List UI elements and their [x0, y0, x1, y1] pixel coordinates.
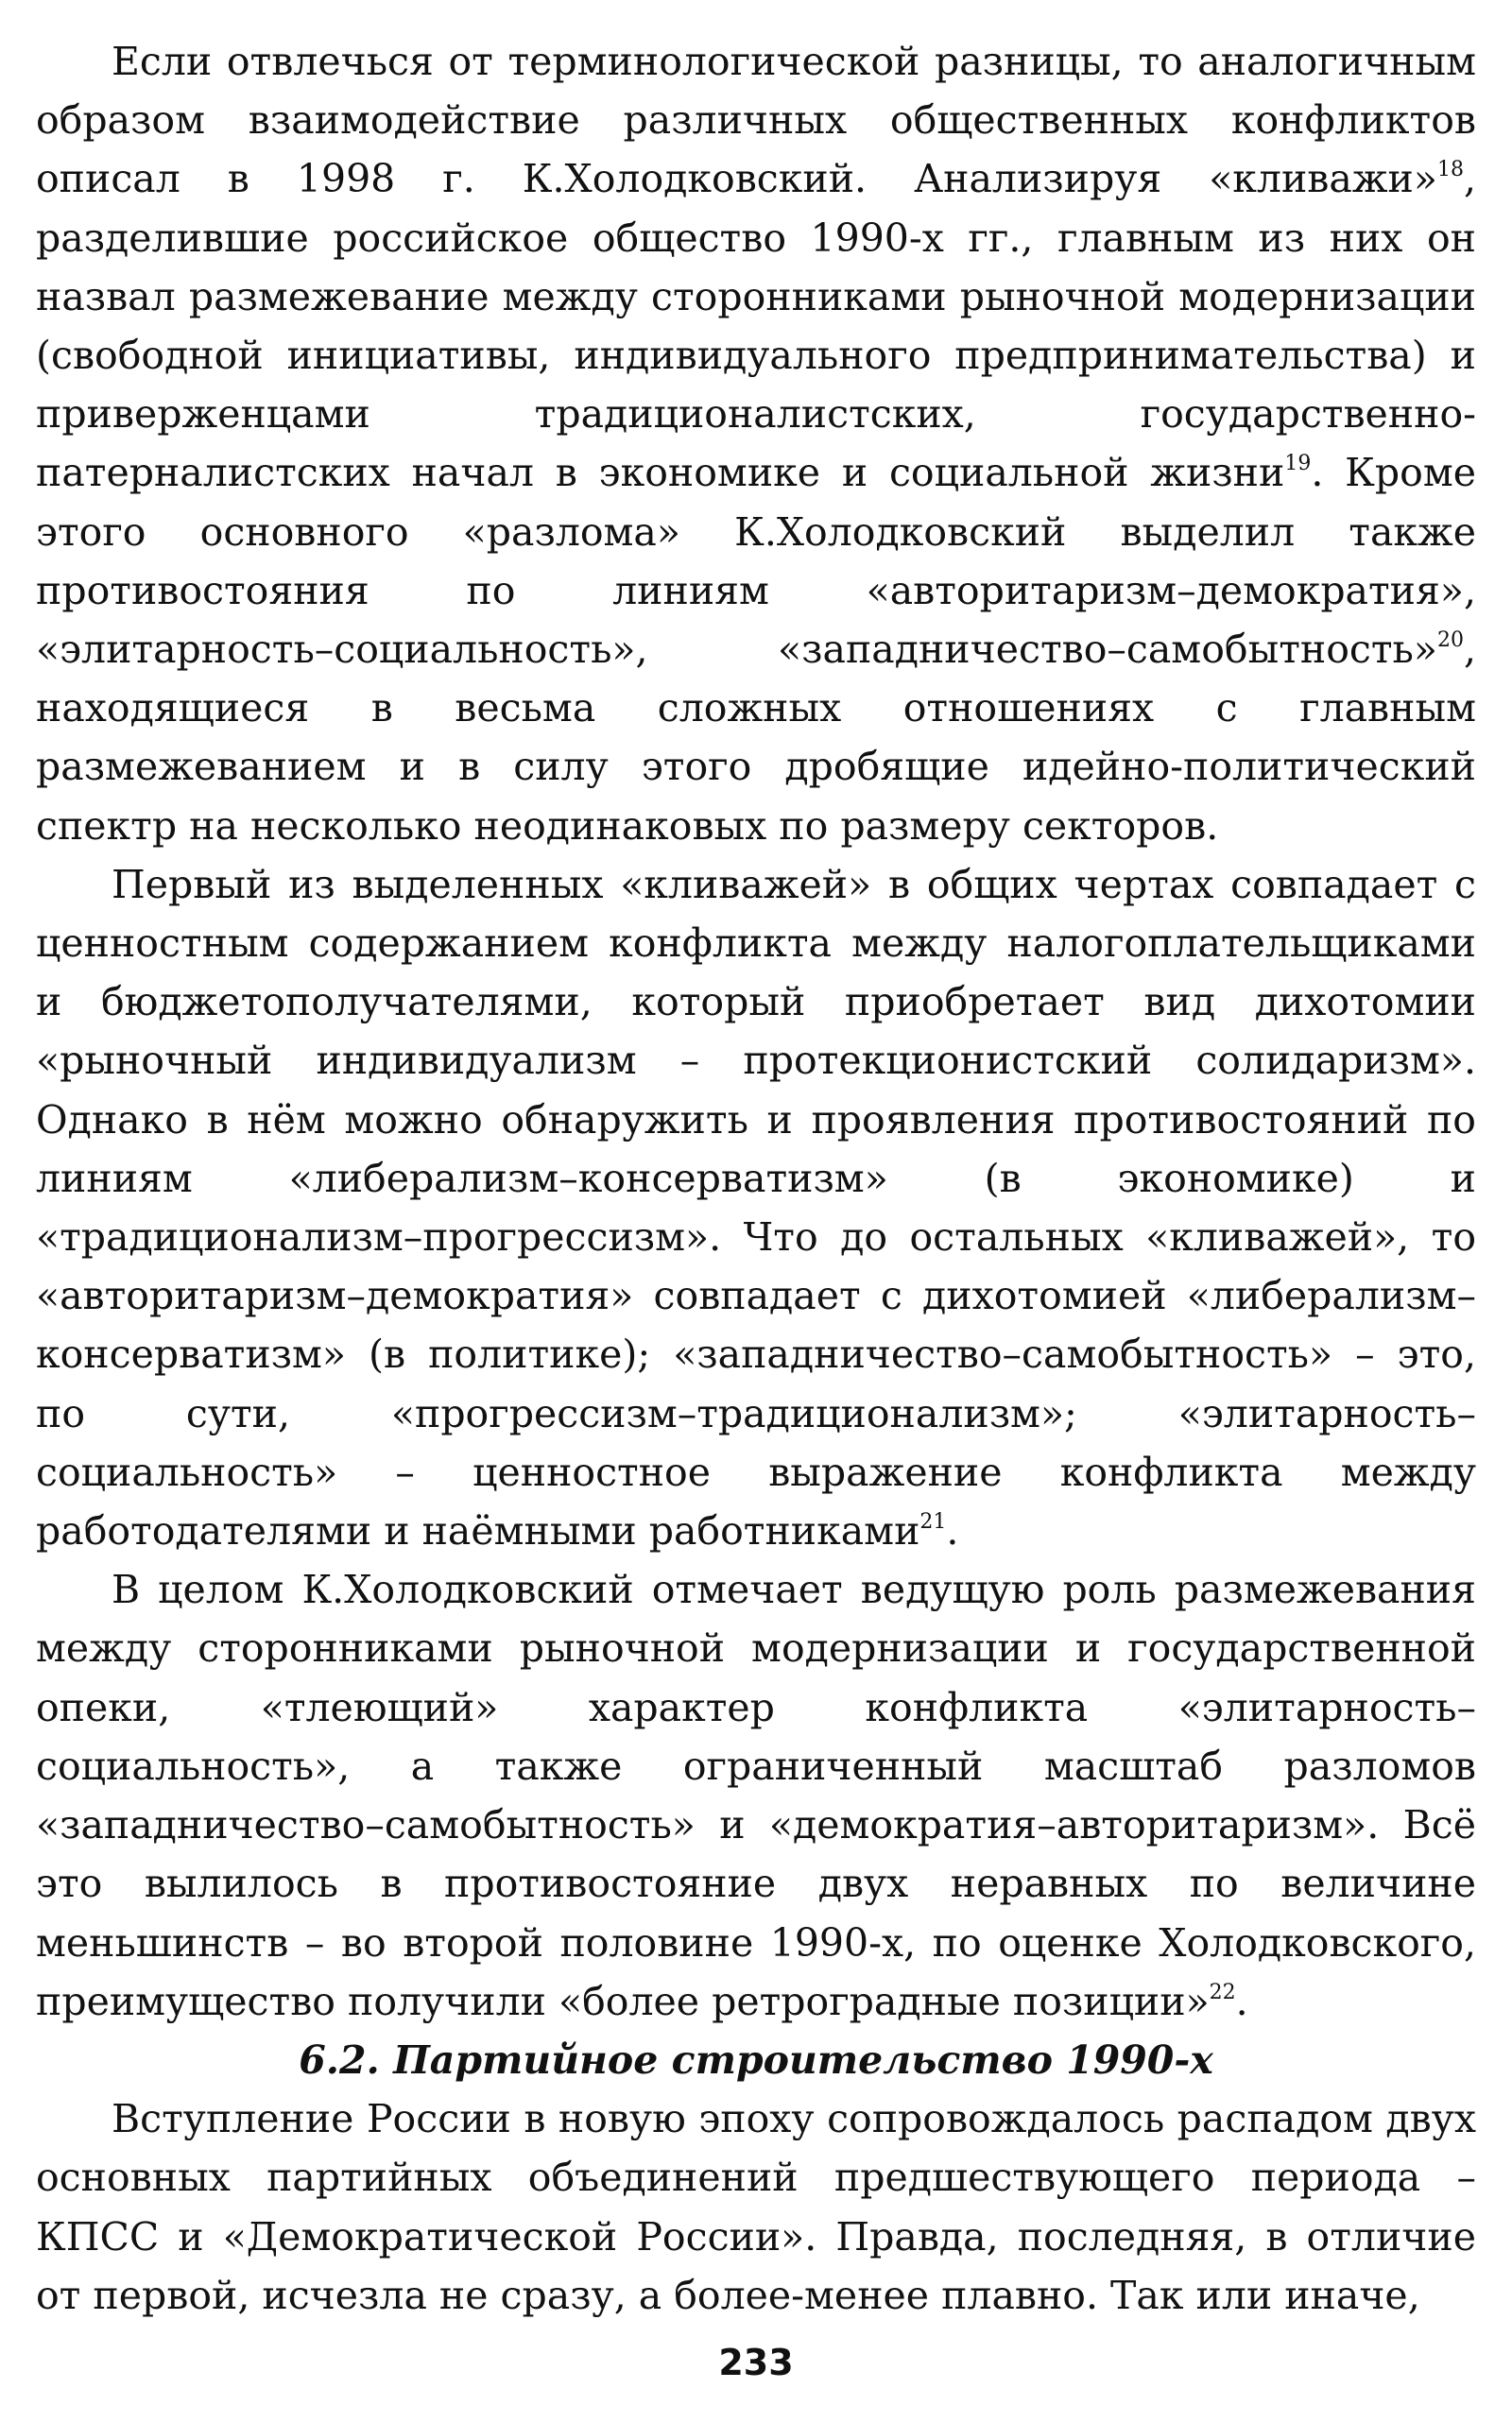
footnote-ref-20: 20: [1436, 628, 1464, 653]
paragraph-1-text-1: Если отвлечься от терминологической разницы, то аналогичным образом взаимодействие различных общественных конфликтов описал в 1998 г. К.Холодковский. Анализируя «кливажи»: [36, 39, 1476, 202]
paragraph-1: [36, 32, 1476, 855]
page-body: [36, 32, 1476, 2325]
paragraph-1-text-4: , находящиеся в весьма сложных отношениях с главным размежеванием и в силу этого дробящие идейно-политический спектр на несколько неодинаковых по размеру секторов.: [36, 627, 1476, 849]
footnote-ref-22: 22: [1209, 1980, 1236, 2004]
paragraph-3: [36, 1560, 1476, 2031]
paragraph-2-text-1: Первый из выделенных «кливажей» в общих чертах совпадает с ценностным содержанием конфликта между налогоплательщиками и бюджетополучателями, который приобретает вид дихотомии «рыночный индивидуализм – протекционистский солидаризм». Однако в нём можно обнаружить и проявления противостояний по линиям «либерализм–консерватизм» (в экономике) и «традиционализм–прогрессизм». Что до остальных «кливажей», то «авторитаризм–демократия» совпадает с дихотомией «либерализм–консерватизм» (в политике); «западничество–самобытность» – это, по сути, «прогрессизм–традиционализм»; «элитарность–социальность» – ценностное выражение конфликта между работодателями и наёмными работниками: [36, 861, 1476, 1555]
paragraph-1-text-2: , разделившие российское общество 1990-х гг., главным из них он назвал размежевание между сторонниками рыночной модернизации (свободной инициативы, индивидуального предпринимательства) и приверженцами традиционалистских, государственно-патерналистских начал в экономике и социальной жизни: [36, 156, 1476, 496]
paragraph-3-text-2: .: [1235, 1978, 1248, 2024]
section-heading: 6.2. Партийное строительство 1990-х: [299, 2036, 1213, 2083]
footnote-ref-21: 21: [919, 1510, 947, 1535]
page-number: 233: [718, 2342, 794, 2383]
paragraph-2-text-2: .: [946, 1508, 959, 1555]
paragraph-3-text-1: В целом К.Холодковский отмечает ведущую роль размежевания между сторонниками рыночной модернизации и государственной опеки, «тлеющий» характер конфликта «элитарность–социальность», а также ограниченный масштаб разломов «западничество–самобытность» и «демократия–авторитаризм». Всё это вылилось в противостояние двух неравных по величине меньшинств – во второй половине 1990-х, по оценке Холодковского, преимущество получили «более ретроградные позиции»: [36, 1567, 1476, 2024]
footnote-ref-19: 19: [1284, 452, 1312, 476]
footnote-ref-18: 18: [1436, 158, 1464, 182]
paragraph-1-text-3: . Кроме этого основного «разлома» К.Холодковский выделил также противостояния по линиям «авторитаризм–демократия», «элитарность–социальность», «западничество–самобытность»: [36, 450, 1476, 673]
paragraph-4: Вступление России в новую эпоху сопровождалось распадом двух основных партийных объединений предшествующего периода – КПСС и «Демократической России». Правда, последняя, в отличие от первой, исчезла не сразу, а более-менее плавно. Так или иначе,: [36, 2096, 1476, 2318]
paragraph-2: [36, 855, 1476, 1560]
